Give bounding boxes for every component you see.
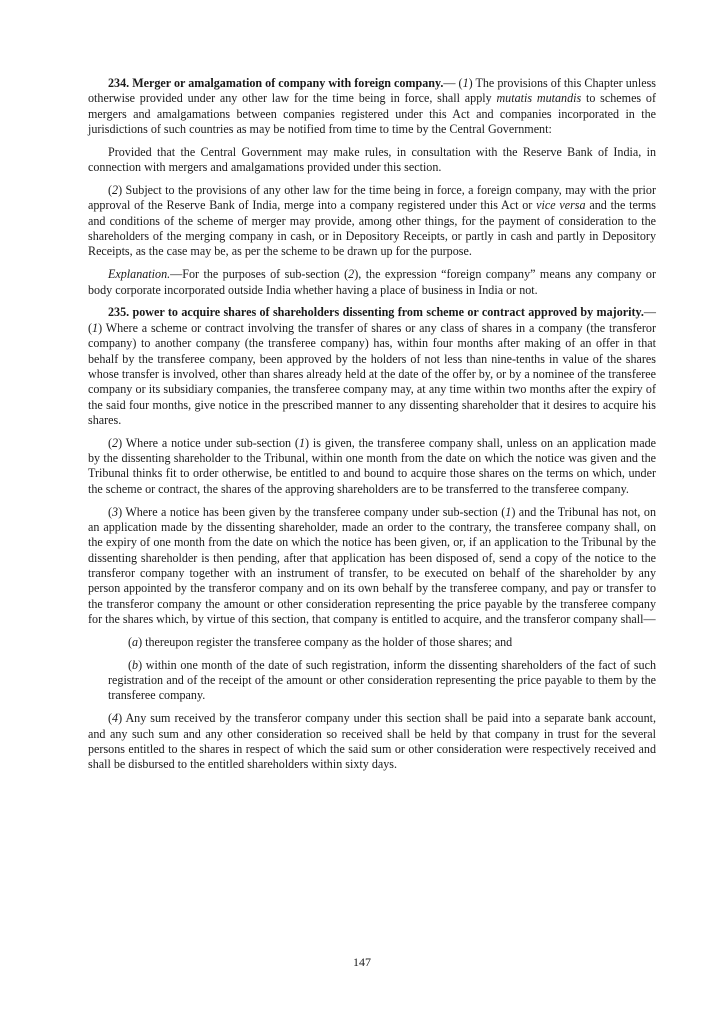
section-235-subsection-2: (2) Where a notice under sub-section (1) is given, the transferee company shall, unless on an application made by the dissenting shareholder to the Tribunal, within one month from the date on which the notice was given and the Tribunal thinks fit to order otherwise, be entitled to and bound to acquire those shares on the terms on which, under the scheme or contract, the shares of the approving shareholders are to be transferred to the transferee company.: [88, 435, 656, 496]
section-235-subsection-4: (4) Any sum received by the transferor company under this section shall be paid into a separate bank account, and any such sum and any other consideration so received shall be held by that company in trust for the several persons entitled to the shares in respect of which the said sum or other consideration were respectively received and shall be disbursed to the entitled shareholders within sixty days.: [88, 711, 656, 772]
section-235-subsection-1: 235. power to acquire shares of shareholders dissenting from scheme or contract approved by majority.— (1) Where a scheme or contract involving the transfer of shares or any class of shares in a company (the transferor company) to another company (the transferee company) has, within four months after making of an offer in that behalf by the transferee company, been approved by the holders of not less than nine-tenths in value of the shares whose transfer is involved, other than shares already held at the date of the offer by, or by a nominee of the transferee company or its subsidiary companies, the transferee company may, at any time within two months after the expiry of the said four months, give notice in the prescribed manner to any dissenting shareholder that it desires to acquire his shares.: [88, 305, 656, 427]
section-235-clause-a: (a) thereupon register the transferee company as the holder of those shares; and: [128, 634, 513, 649]
section-235-subsection-3: (3) Where a notice has been given by the transferee company under sub-section (1) and the Tribunal has not, on an application made by the dissenting shareholder, made an order to the contrary, the transferee company shall, on the expiry of one month from the date on which the notice has been given, or, if an application to the Tribunal by the dissenting shareholder is then pending, after that application has been disposed of, send a copy of the notice to the transferor company together with an instrument of transfer, to be executed on behalf of the shareholder by any person appointed by the transferor company and on its own behalf by the transferee company, and pay or transfer to the transferor company the amount or other consideration representing the price payable by the transferee company for the shares which, by virtue of this section, that company is entitled to acquire, and the transferor company shall—: [88, 504, 656, 626]
section-234-explanation: Explanation.—For the purposes of sub-section (2), the expression “foreign company” means any company or body corporate incorporated outside India whether having a place of business in India or not.: [88, 267, 656, 297]
section-235-heading: 235. power to acquire shares of shareholders dissenting from scheme or contract approved by majority.: [108, 305, 644, 320]
page-number: 147: [353, 955, 371, 969]
document-page: [88, 76, 656, 780]
section-235-clause-b: (b) within one month of the date of such registration, inform the dissenting shareholders of the fact of such registration and of the receipt of the amount or other consideration representing the price payable to them by the transferee company.: [108, 657, 656, 703]
section-234-subsection-2: (2) Subject to the provisions of any other law for the time being in force, a foreign company, may with the prior approval of the Reserve Bank of India, merge into a company registered under this Act or vice versa and the terms and conditions of the scheme of merger may provide, among other things, for the payment of consideration to the shareholders of the merging company in cash, or in Depository Receipts, or partly in cash and partly in Depository Receipts, as the case may be, as per the scheme to be drawn up for the purpose.: [88, 183, 656, 259]
section-234-heading: 234. Merger or amalgamation of company with foreign company.: [108, 76, 444, 90]
section-234-subsection-1: 234. Merger or amalgamation of company with foreign company.— (1) The provisions of this Chapter unless otherwise provided under any other law for the time being in force, shall apply mutatis mutandis to schemes of mergers and amalgamations between companies registered under this Act and companies incorporated in the jurisdictions of such countries as may be notified from time to time by the Central Government:: [88, 76, 656, 137]
section-234-proviso: Provided that the Central Government may make rules, in consultation with the Reserve Bank of India, in connection with mergers and amalgamations provided under this section.: [88, 144, 656, 175]
